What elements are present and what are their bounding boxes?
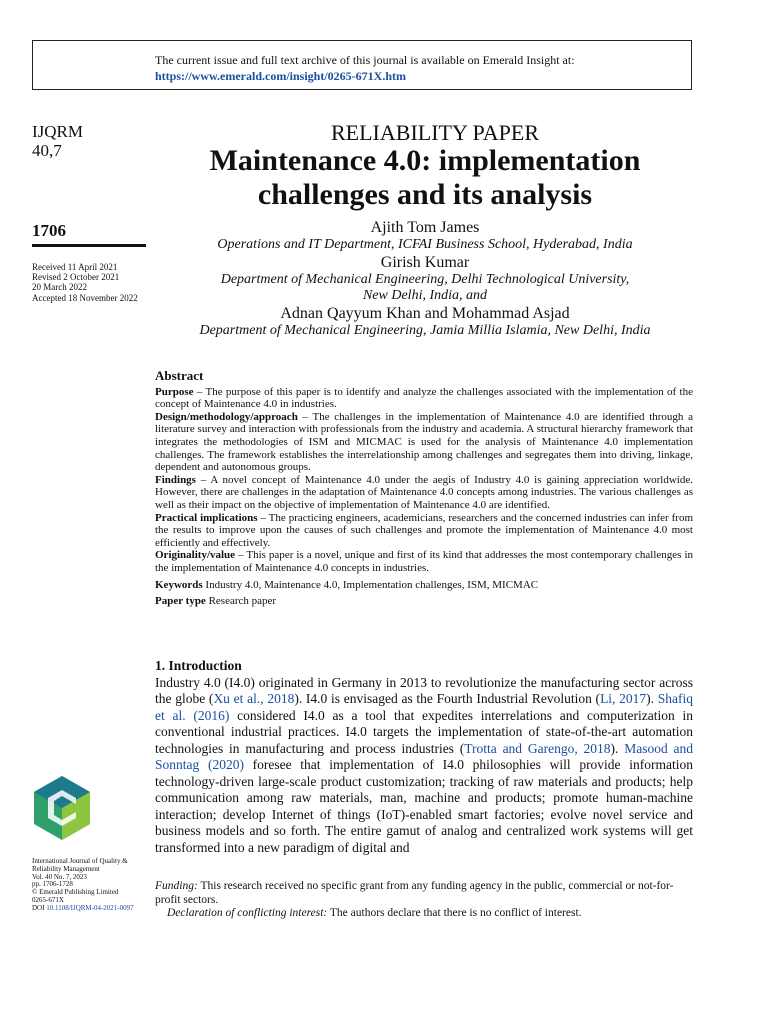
keywords-text: Industry 4.0, Maintenance 4.0, Implementation challenges, ISM, MICMAC [202, 578, 539, 591]
journal-code [32, 122, 83, 160]
paper-type-label: Paper type [155, 595, 206, 608]
date-received: Received 11 April 2021 [32, 262, 118, 272]
journal-info-sidebar [32, 858, 152, 913]
sidebar-line: pp. 1706-1728 [32, 880, 73, 889]
journal-notice-box [32, 40, 692, 90]
purpose-text: – The purpose of this paper is to identify and analyze the challenges associated with the implementation of the concept of Maintenance 4.0 in industries. [155, 385, 693, 411]
paper-type-heading: RELIABILITY PAPER [331, 120, 539, 145]
conflict-text: The authors declare that there is no conflict of interest. [327, 907, 582, 920]
doi-label: DOI [32, 903, 47, 912]
sidebar-line: Vol. 40 No. 7, 2023 [32, 872, 87, 881]
title-line-2: challenges and its analysis [257, 178, 593, 211]
abstract-originality [155, 549, 693, 574]
sidebar-line: 0265-671X [32, 895, 64, 904]
paper-type-text: Research paper [205, 595, 277, 608]
practical-label: Practical implications [155, 511, 258, 524]
intro-text: Industry 4.0 (I4.0) originated in Germany in 2013 to revolutionize the manufacturing sector across the globe ( [155, 674, 693, 706]
citation-link[interactable]: Trotta and Garengo, 2018 [464, 740, 611, 756]
journal-url-link[interactable]: https://www.emerald.com/insight/0265-671X.htm [155, 69, 406, 83]
design-label: Design/methodology/approach [155, 410, 298, 423]
abstract-practical [155, 512, 693, 550]
divider-rule [32, 244, 146, 247]
author-name: Girish Kumar [380, 254, 470, 271]
conflict-note [155, 907, 693, 921]
abstract-keywords [155, 579, 693, 592]
date-revised-2: 20 March 2022 [32, 282, 87, 293]
sidebar-line: International Journal of Quality & [32, 857, 128, 865]
sidebar-line: © Emerald Publishing Limited [32, 888, 119, 897]
sidebar-line: Reliability Management [32, 864, 100, 873]
intro-text: foresee that implementation of I4.0 philosophies will provide information technology-driven large-scale product customization; tracking of raw materials and products; help communication among raw materials, man, machine and products; promote human-machine interaction; develop Internet of things (IoT)-enabled smart factories; evolve novel service and business models and so forth. The entire gamut of analog and centralized work systems will get transformed into a new paradigm of digital and [155, 757, 693, 855]
intro-text: ). [646, 691, 658, 706]
publisher-logo-icon [32, 774, 92, 842]
author-block [150, 218, 700, 339]
journal-abbr: IJQRM [32, 122, 84, 141]
findings-text: – A novel concept of Maintenance 4.0 under the aegis of Industry 4.0 is gaining appreciation worldwide. However, there are challenges in the adaptation of Maintenance 4.0 concepts among industries. The various challenges as well as their impact on the objective of implementation of Maintenance 4.0 are identified. [155, 473, 693, 511]
abstract-section [155, 370, 693, 608]
author-affiliation: Department of Mechanical Engineering, Jamia Millia Islamia, New Delhi, India [199, 323, 651, 338]
author-affiliation: Operations and IT Department, ICFAI Business School, Hyderabad, India [217, 237, 633, 252]
abstract-heading: Abstract [155, 368, 204, 383]
design-text: – The challenges in the implementation of Maintenance 4.0 are identified through a literature survey and interaction with professionals from the industry and academia. A structural hierarchy framework that integrates the methodologies of ISM and MICMAC is used for the analysis of Maintenance 4.0 implementation challenges. The framework establishes the interrelationship among challenges and segregates them into driving, linkage, dependent and autonomous groups. [155, 410, 693, 474]
author-name: Ajith Tom James [370, 219, 480, 236]
funding-label: Funding: [155, 880, 198, 892]
date-accepted: Accepted 18 November 2022 [32, 292, 138, 303]
originality-text: – This paper is a novel, unique and first of its kind that addresses the most contemporary challenges in the implementation of Maintenance 4.0 concepts in industries. [155, 549, 693, 574]
paper-title [150, 144, 700, 212]
abstract-design [155, 411, 693, 474]
date-revised-1: Revised 2 October 2021 [32, 272, 120, 283]
citation-link[interactable]: Shafiq et al. (2016) [155, 691, 694, 723]
introduction-heading: 1. Introduction [155, 658, 242, 673]
doi-line [32, 905, 152, 913]
submission-dates [32, 262, 138, 303]
abstract-paper-type [155, 595, 693, 608]
page-number: 1706 [32, 221, 66, 240]
author-name: Adnan Qayyum Khan and Mohammad Asjad [280, 305, 570, 322]
originality-label: Originality/value [155, 549, 236, 562]
abstract-findings [155, 474, 693, 512]
journal-volume: 40,7 [32, 141, 62, 160]
footnotes [155, 880, 693, 921]
citation-link[interactable]: Li, 2017 [600, 691, 647, 706]
funding-text: This research received no specific grant from any funding agency in the public, commercial or not-for-profit sectors. [155, 880, 674, 906]
abstract-purpose [155, 386, 693, 411]
introduction-paragraph [155, 675, 693, 857]
findings-label: Findings [155, 473, 196, 486]
intro-text: considered I4.0 as a tool that expedites interrelations and computerization in conventional industrial practices. I4.0 targets the implementation of state-of-the-art automation technologies in manufacturing and process industries ( [155, 707, 693, 756]
citation-link[interactable]: Masood and Sonntag (2020) [155, 740, 693, 772]
conflict-label: Declaration of conflicting interest: [167, 907, 328, 920]
keywords-label: Keywords [155, 578, 203, 591]
introduction-section [155, 658, 693, 856]
practical-text: – The practicing engineers, academicians, researchers and the concerned industries can infer from the results to improve upon the causes of such challenges and promote the implementation of Maintenance 4.0 most efficiently and effectively. [155, 511, 694, 549]
title-line-1: Maintenance 4.0: implementation [209, 144, 641, 177]
intro-text: ). I4.0 is envisaged as the Fourth Industrial Revolution ( [294, 691, 601, 706]
notice-text: The current issue and full text archive of this journal is available on Emerald Insight at: [155, 53, 575, 67]
author-affiliation: New Delhi, India, and [362, 288, 488, 303]
funding-note [155, 880, 693, 907]
doi-link[interactable]: 10.1108/IJQRM-04-2021-0097 [46, 903, 134, 912]
intro-text: ). [610, 740, 625, 756]
author-affiliation: Department of Mechanical Engineering, Delhi Technological University, [220, 272, 630, 287]
citation-link[interactable]: Xu et al., 2018 [213, 691, 295, 706]
purpose-label: Purpose [155, 385, 194, 398]
